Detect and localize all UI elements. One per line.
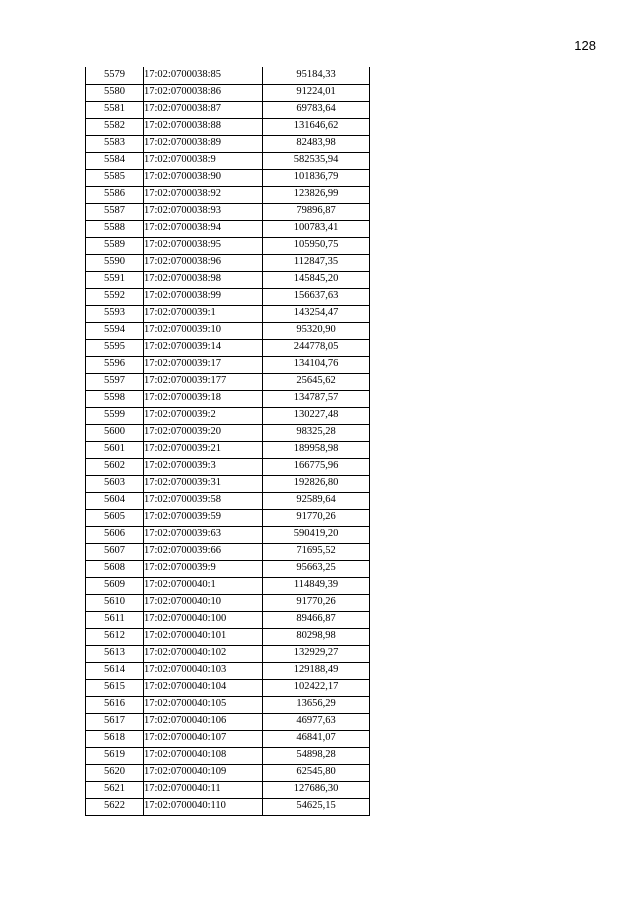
table-row (86, 84, 370, 101)
row-number-cell: 5614 (86, 662, 144, 679)
cadastral-number-cell: 17:02:0700040:108 (144, 747, 263, 764)
value-cell: 82483,98 (263, 135, 370, 152)
cadastral-number-cell: 17:02:0700040:105 (144, 696, 263, 713)
table-row (86, 118, 370, 135)
cadastral-number-cell: 17:02:0700038:86 (144, 84, 263, 101)
cadastral-number-cell: 17:02:0700040:1 (144, 577, 263, 594)
table-row (86, 560, 370, 577)
row-number-cell: 5587 (86, 203, 144, 220)
cadastral-number-cell: 17:02:0700039:1 (144, 305, 263, 322)
data-table (85, 67, 370, 816)
value-cell: 54625,15 (263, 798, 370, 815)
table-row (86, 101, 370, 118)
row-number-cell: 5605 (86, 509, 144, 526)
row-number-cell: 5584 (86, 152, 144, 169)
value-cell: 131646,62 (263, 118, 370, 135)
table-row (86, 679, 370, 696)
row-number-cell: 5604 (86, 492, 144, 509)
table-row (86, 339, 370, 356)
value-cell: 114849,39 (263, 577, 370, 594)
table-row (86, 594, 370, 611)
table-row (86, 254, 370, 271)
cadastral-number-cell: 17:02:0700040:106 (144, 713, 263, 730)
row-number-cell: 5589 (86, 237, 144, 254)
row-number-cell: 5598 (86, 390, 144, 407)
table-row (86, 271, 370, 288)
value-cell: 134787,57 (263, 390, 370, 407)
cadastral-number-cell: 17:02:0700038:89 (144, 135, 263, 152)
table-row (86, 407, 370, 424)
cadastral-number-cell: 17:02:0700040:110 (144, 798, 263, 815)
cadastral-number-cell: 17:02:0700038:85 (144, 67, 263, 84)
table-row (86, 509, 370, 526)
value-cell: 156637,63 (263, 288, 370, 305)
cadastral-number-cell: 17:02:0700039:63 (144, 526, 263, 543)
table-row (86, 696, 370, 713)
table-row (86, 169, 370, 186)
row-number-cell: 5596 (86, 356, 144, 373)
value-cell: 98325,28 (263, 424, 370, 441)
row-number-cell: 5607 (86, 543, 144, 560)
value-cell: 46841,07 (263, 730, 370, 747)
table-row (86, 203, 370, 220)
value-cell: 112847,35 (263, 254, 370, 271)
table-row (86, 424, 370, 441)
row-number-cell: 5620 (86, 764, 144, 781)
cadastral-number-cell: 17:02:0700039:3 (144, 458, 263, 475)
value-cell: 46977,63 (263, 713, 370, 730)
row-number-cell: 5609 (86, 577, 144, 594)
value-cell: 143254,47 (263, 305, 370, 322)
table-row (86, 135, 370, 152)
value-cell: 132929,27 (263, 645, 370, 662)
row-number-cell: 5603 (86, 475, 144, 492)
cadastral-number-cell: 17:02:0700038:94 (144, 220, 263, 237)
value-cell: 134104,76 (263, 356, 370, 373)
row-number-cell: 5593 (86, 305, 144, 322)
cadastral-number-cell: 17:02:0700039:66 (144, 543, 263, 560)
row-number-cell: 5612 (86, 628, 144, 645)
value-cell: 192826,80 (263, 475, 370, 492)
table-row (86, 492, 370, 509)
row-number-cell: 5608 (86, 560, 144, 577)
table-row (86, 288, 370, 305)
value-cell: 123826,99 (263, 186, 370, 203)
table-row (86, 662, 370, 679)
row-number-cell: 5616 (86, 696, 144, 713)
page-number: 128 (574, 38, 596, 53)
value-cell: 189958,98 (263, 441, 370, 458)
value-cell: 62545,80 (263, 764, 370, 781)
table-row (86, 730, 370, 747)
value-cell: 80298,98 (263, 628, 370, 645)
table-row (86, 67, 370, 84)
value-cell: 145845,20 (263, 271, 370, 288)
cadastral-number-cell: 17:02:0700040:109 (144, 764, 263, 781)
table-row (86, 713, 370, 730)
table-row (86, 628, 370, 645)
value-cell: 13656,29 (263, 696, 370, 713)
cadastral-number-cell: 17:02:0700038:98 (144, 271, 263, 288)
value-cell: 244778,05 (263, 339, 370, 356)
table-row (86, 152, 370, 169)
row-number-cell: 5601 (86, 441, 144, 458)
table-row (86, 458, 370, 475)
table-row (86, 305, 370, 322)
row-number-cell: 5617 (86, 713, 144, 730)
cadastral-number-cell: 17:02:0700039:58 (144, 492, 263, 509)
cadastral-number-cell: 17:02:0700038:93 (144, 203, 263, 220)
table-row (86, 390, 370, 407)
cadastral-number-cell: 17:02:0700039:31 (144, 475, 263, 492)
row-number-cell: 5619 (86, 747, 144, 764)
table-row (86, 645, 370, 662)
table-row (86, 747, 370, 764)
cadastral-number-cell: 17:02:0700039:9 (144, 560, 263, 577)
value-cell: 91770,26 (263, 509, 370, 526)
value-cell: 127686,30 (263, 781, 370, 798)
row-number-cell: 5591 (86, 271, 144, 288)
cadastral-number-cell: 17:02:0700040:10 (144, 594, 263, 611)
cadastral-number-cell: 17:02:0700040:11 (144, 781, 263, 798)
table-row (86, 475, 370, 492)
cadastral-number-cell: 17:02:0700039:14 (144, 339, 263, 356)
row-number-cell: 5606 (86, 526, 144, 543)
table-row (86, 577, 370, 594)
value-cell: 101836,79 (263, 169, 370, 186)
cadastral-number-cell: 17:02:0700038:96 (144, 254, 263, 271)
row-number-cell: 5585 (86, 169, 144, 186)
cadastral-number-cell: 17:02:0700040:100 (144, 611, 263, 628)
table-row (86, 322, 370, 339)
row-number-cell: 5579 (86, 67, 144, 84)
value-cell: 95320,90 (263, 322, 370, 339)
table-row (86, 441, 370, 458)
value-cell: 91770,26 (263, 594, 370, 611)
cadastral-number-cell: 17:02:0700039:17 (144, 356, 263, 373)
value-cell: 582535,94 (263, 152, 370, 169)
table-row (86, 356, 370, 373)
cadastral-number-cell: 17:02:0700040:103 (144, 662, 263, 679)
table-row (86, 186, 370, 203)
value-cell: 25645,62 (263, 373, 370, 390)
cadastral-number-cell: 17:02:0700040:104 (144, 679, 263, 696)
row-number-cell: 5592 (86, 288, 144, 305)
table-row (86, 220, 370, 237)
cadastral-number-cell: 17:02:0700039:177 (144, 373, 263, 390)
row-number-cell: 5611 (86, 611, 144, 628)
cadastral-number-cell: 17:02:0700038:90 (144, 169, 263, 186)
value-cell: 100783,41 (263, 220, 370, 237)
cadastral-number-cell: 17:02:0700039:21 (144, 441, 263, 458)
value-cell: 590419,20 (263, 526, 370, 543)
row-number-cell: 5613 (86, 645, 144, 662)
cadastral-number-cell: 17:02:0700040:102 (144, 645, 263, 662)
value-cell: 95184,33 (263, 67, 370, 84)
row-number-cell: 5582 (86, 118, 144, 135)
row-number-cell: 5597 (86, 373, 144, 390)
cadastral-number-cell: 17:02:0700038:88 (144, 118, 263, 135)
table-row (86, 373, 370, 390)
cadastral-number-cell: 17:02:0700039:59 (144, 509, 263, 526)
row-number-cell: 5615 (86, 679, 144, 696)
row-number-cell: 5618 (86, 730, 144, 747)
row-number-cell: 5588 (86, 220, 144, 237)
value-cell: 89466,87 (263, 611, 370, 628)
table-row (86, 611, 370, 628)
row-number-cell: 5595 (86, 339, 144, 356)
row-number-cell: 5586 (86, 186, 144, 203)
value-cell: 102422,17 (263, 679, 370, 696)
cadastral-number-cell: 17:02:0700038:92 (144, 186, 263, 203)
row-number-cell: 5599 (86, 407, 144, 424)
cadastral-number-cell: 17:02:0700039:20 (144, 424, 263, 441)
row-number-cell: 5594 (86, 322, 144, 339)
value-cell: 95663,25 (263, 560, 370, 577)
cadastral-number-cell: 17:02:0700038:87 (144, 101, 263, 118)
table-row (86, 798, 370, 815)
table-row (86, 781, 370, 798)
row-number-cell: 5583 (86, 135, 144, 152)
table-row (86, 237, 370, 254)
value-cell: 79896,87 (263, 203, 370, 220)
cadastral-number-cell: 17:02:0700040:101 (144, 628, 263, 645)
table-row (86, 526, 370, 543)
value-cell: 166775,96 (263, 458, 370, 475)
cadastral-number-cell: 17:02:0700038:99 (144, 288, 263, 305)
row-number-cell: 5581 (86, 101, 144, 118)
value-cell: 54898,28 (263, 747, 370, 764)
row-number-cell: 5610 (86, 594, 144, 611)
row-number-cell: 5590 (86, 254, 144, 271)
row-number-cell: 5580 (86, 84, 144, 101)
row-number-cell: 5621 (86, 781, 144, 798)
value-cell: 91224,01 (263, 84, 370, 101)
table-row (86, 543, 370, 560)
cadastral-number-cell: 17:02:0700039:10 (144, 322, 263, 339)
value-cell: 71695,52 (263, 543, 370, 560)
value-cell: 129188,49 (263, 662, 370, 679)
value-cell: 92589,64 (263, 492, 370, 509)
table-row (86, 764, 370, 781)
row-number-cell: 5602 (86, 458, 144, 475)
cadastral-number-cell: 17:02:0700038:95 (144, 237, 263, 254)
value-cell: 130227,48 (263, 407, 370, 424)
cadastral-number-cell: 17:02:0700039:2 (144, 407, 263, 424)
table-body (86, 67, 370, 815)
row-number-cell: 5600 (86, 424, 144, 441)
cadastral-number-cell: 17:02:0700039:18 (144, 390, 263, 407)
cadastral-number-cell: 17:02:0700038:9 (144, 152, 263, 169)
row-number-cell: 5622 (86, 798, 144, 815)
value-cell: 69783,64 (263, 101, 370, 118)
value-cell: 105950,75 (263, 237, 370, 254)
cadastral-number-cell: 17:02:0700040:107 (144, 730, 263, 747)
